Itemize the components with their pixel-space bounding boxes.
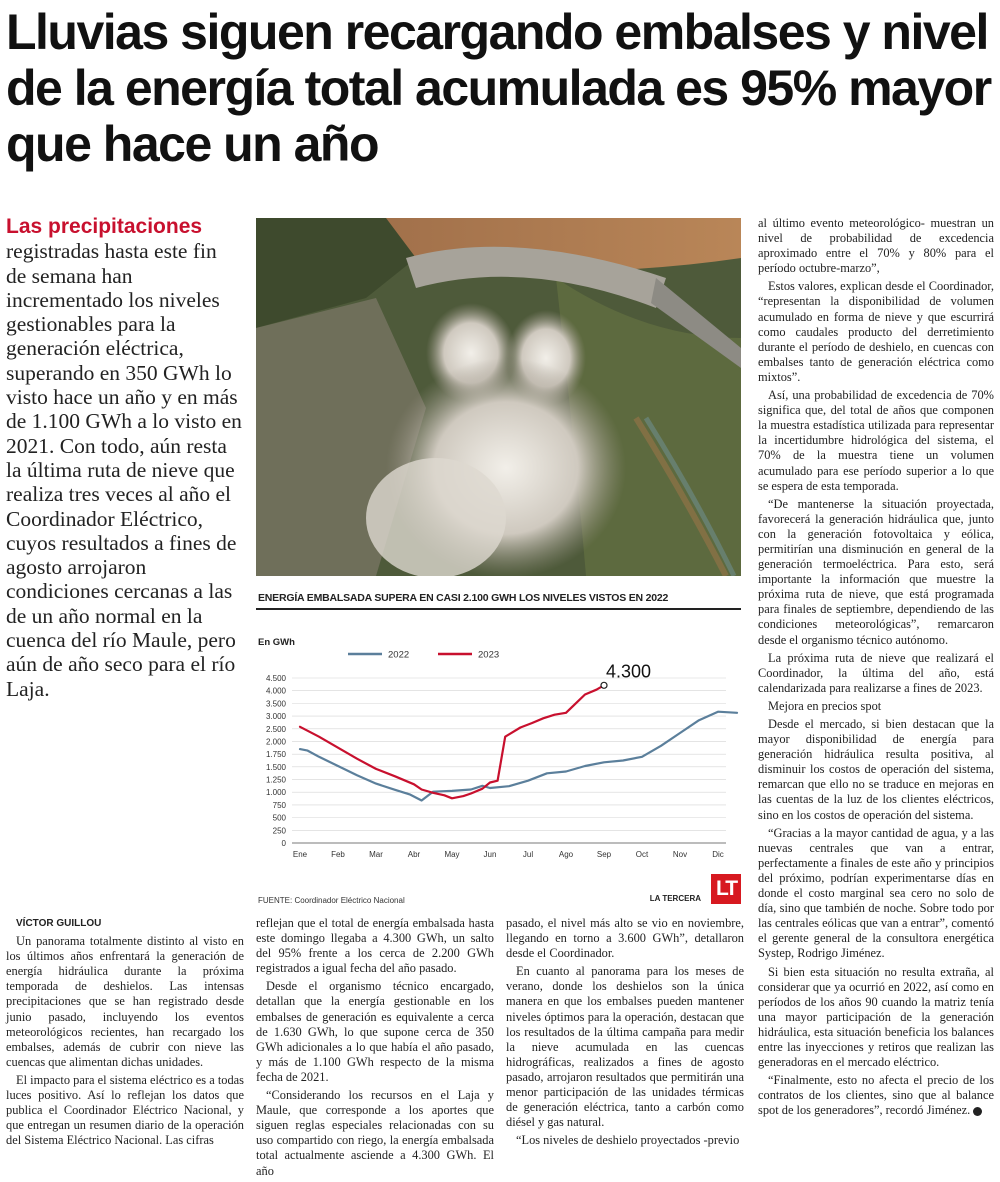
paragraph: Desde el mercado, si bien destacan que la mayor disponibilidad de energía para generación hidráulica resulta positiva, al disminuir los costos de operación del sistema, remarcan que ello no se traduce en mejoras en las cuentas de la luz de los clientes eléctricos, sino en los costos de operación del sistema. [758, 717, 994, 822]
y-tick-label: 2.000 [265, 737, 286, 747]
paragraph: “Gracias a la mayor cantidad de agua, y a las nuevas centrales que van a entrar, perfectamente a finales de este año y principios del próximo, podrían experimentarse días en donde el costo marginal sea cero no solo de día, sino que también de noche. Sobre todo por las centrales eólicas que van a entrar”, comentó el gerente general de la consultora energética Systep, Rodrigo Jiménez. [758, 825, 994, 961]
y-tick-label: 1.500 [265, 762, 286, 772]
series-line-2022 [300, 712, 737, 801]
lead-paragraph [6, 214, 242, 701]
x-tick-label: Dic [712, 850, 724, 859]
chart-title: ENERGÍA EMBALSADA SUPERA EN CASI 2.100 GWH LOS NIVELES VISTOS EN 2022 [258, 592, 669, 604]
paragraph: Si bien esta situación no resulta extraña, al considerar que ya ocurrió en 2022, así como en períodos de los años 90 cuando la matriz tenía una mayor participación de la generación hidráulica, esta situación beneficia los balances entre las inyecciones y retiros que realizan las generadoras en el mercado eléctrico. [758, 964, 994, 1070]
lead-kicker: Las precipitaciones [6, 215, 203, 238]
y-tick-label: 3.500 [265, 699, 286, 709]
paragraph: “De mantenerse la situación proyectada, favorecerá la generación hidráulica que, junto con la generación fotovoltaica y eólica, permitirían una disminución en general de la generación termoeléctrica. Para esto, será importante la información que muestre la próxima ruta de nieve, que está programada para finales de septiembre, dependiendo de las condiciones meteorológicas”, remarcaron desde el organismo técnico autónomo. [758, 496, 994, 647]
x-tick-label: Sep [596, 850, 612, 859]
paragraph: “Los niveles de deshielo proyectados -previo [516, 1133, 740, 1148]
chart-brand: LA TERCERA [649, 894, 701, 903]
y-tick-label: 4.500 [265, 674, 286, 683]
chart-grid [292, 678, 726, 843]
paragraph: reflejan que el total de energía embalsada hasta este domingo llegaba a 4.300 GWh, un salto del 95% frente a los cerca de 2.200 GWh registrados a igual fecha del año pasado. [256, 916, 494, 976]
legend-label: 2022 [388, 649, 410, 661]
x-tick-label: Jun [483, 850, 497, 859]
y-tick-label: 4.000 [265, 686, 286, 696]
byline: VÍCTOR GUILLOU [16, 918, 102, 929]
y-tick-label: 3.000 [265, 712, 286, 722]
x-tick-label: Feb [331, 850, 345, 859]
paragraph-text: “Finalmente, esto no afecta el precio de los contratos de los clientes, sino que al balance spot de los generadores”, recordó Jiménez. [758, 1073, 994, 1118]
headline: Lluvias siguen recargando embalses y nivel de la energía total acumulada es 95% mayor que hace un año [6, 4, 991, 172]
x-tick-label: Jul [522, 850, 534, 859]
energy-chart [256, 592, 741, 910]
paragraph: El impacto para el sistema eléctrico es a todas luces positivo. Así lo reflejan los datos que publica el Coordinador Eléctrico Nacional, y que entregan un resumen diario de la operación del Sistema Eléctrico Nacional. Las cifras [6, 1072, 244, 1148]
annotation-label: 4.300 [606, 661, 652, 682]
y-tick-label: 0 [281, 839, 286, 848]
y-tick-label: 750 [272, 800, 286, 810]
y-tick-label: 1.250 [265, 775, 286, 785]
lead-text: registradas hasta este fin de semana han incrementado los niveles gestionables para la generación eléctrica, superando en 350 GWh lo visto hace un año y en más de 1.100 GWh a lo visto en 2021. Con todo, aún resta la última ruta de nieve que realiza tres veces al año el Coordinador Eléctrico, cuyos resultados a fines de agosto arrojaron condiciones cercanas a las de un año normal en la cuenca del río Maule, pero aún de año seco para el río Laja. [6, 239, 242, 701]
paragraph: “Considerando los recursos en el Laja y Maule, que corresponde a los aportes que siguen reglas especiales relacionadas con su uso compartido con riego, la energía embalsada total actualmente asciende a 4.300 GWh. El año [256, 1088, 494, 1178]
dam-spillway-image [256, 218, 741, 576]
y-axis-label: En GWh [258, 637, 295, 648]
x-axis-ticks [293, 850, 724, 859]
y-axis-ticks [266, 674, 287, 848]
y-tick-label: 1.750 [265, 750, 286, 760]
x-tick-label: Nov [672, 850, 688, 859]
annotation-marker [601, 682, 607, 688]
body-column-2 [256, 916, 494, 1182]
end-mark-icon: P [973, 1107, 982, 1116]
paragraph: al último evento meteorológico- muestran un nivel de probabilidad de excedencia aproximado entre el 70% y 80% para el período octubre-marzo”, [758, 216, 994, 276]
paragraph: Un panorama totalmente distinto al visto en los últimos años enfrentará la generación de energía hidráulica durante la próxima temporada de deshielos. Las intensas precipitaciones que se han registrado desde junio pasado, incluyendo los eventos meteorológicos recientes, han recargado los embalses, además de cubrir con nieve las cuencas que alimentan dichas unidades. [6, 934, 244, 1069]
paragraph: pasado, el nivel más alto se vio en noviembre, llegando en torno a 3.600 GWh”, detallaron desde el Coordinador. [506, 916, 744, 961]
dam-photo [256, 218, 741, 576]
series-line-2023 [300, 685, 604, 798]
x-tick-label: May [444, 850, 460, 859]
chart-legend [348, 650, 499, 661]
y-tick-label: 250 [272, 826, 286, 836]
paragraph: La próxima ruta de nieve que realizará el Coordinador, la última del año, está calendarizada para realizarse a fines de 2023. [758, 650, 994, 695]
legend-label: 2023 [478, 649, 500, 661]
body-column-1 [6, 916, 244, 1151]
chart-plot [256, 612, 741, 867]
paragraph: En cuanto al panorama para los meses de verano, donde los deshielos son la única manera en que los embalses pueden mantener niveles óptimos para la operación, destacan que los resultados de la última campaña para medir la nieve acumulada en las cuencas hidrográficas, realizados a fines de agosto pasado, arrojaron resultados que permitirán una menor participación de las unidades térmicas de generación eléctrica, tanto a carbón como diésel y gas natural. [506, 964, 744, 1130]
y-tick-label: 1.000 [265, 788, 286, 798]
chart-title-rule [256, 608, 741, 610]
paragraph: Estos valores, explican desde el Coordinador, “representan la disponibilidad de volumen acumulado en forma de nieve y que escurrirá como caudales producto del derretimiento durante el período de deshielo, en cuencas con embalses tanto de generación eléctrica como mixtos”. [758, 279, 994, 384]
x-tick-label: Ene [292, 850, 308, 859]
x-tick-label: Abr [407, 850, 421, 859]
body-column-4 [758, 216, 994, 1121]
chart-source: FUENTE: Coordinador Eléctrico Nacional [258, 896, 405, 905]
paragraph [758, 1073, 994, 1118]
body-column-3 [506, 916, 744, 1151]
x-tick-label: Ago [558, 850, 574, 859]
paragraph: Desde el organismo técnico encargado, detallan que la energía gestionable en los embalses de generación es equivalente a cerca de 1.630 GWh, lo que supone cerca de 350 GWh adicionales a lo que había el año pasado, y más de 1.100 GWh respecto de la misma fecha de 2021. [256, 979, 494, 1084]
subheading: Mejora en precios spot [768, 698, 882, 713]
la-tercera-logo: LT [711, 874, 741, 904]
paragraph: Así, una probabilidad de excedencia de 70% significa que, del total de años que componen la muestra estadística utilizada para representar la incertidumbre hidrológica del sistema, el 70% de la muestra tiene un volumen acumulado para ese período superior a lo que se espera de esta temporada. [758, 388, 994, 493]
x-tick-label: Oct [635, 850, 649, 859]
y-tick-label: 500 [272, 813, 286, 823]
y-tick-label: 2.500 [265, 724, 286, 734]
x-tick-label: Mar [369, 850, 383, 859]
